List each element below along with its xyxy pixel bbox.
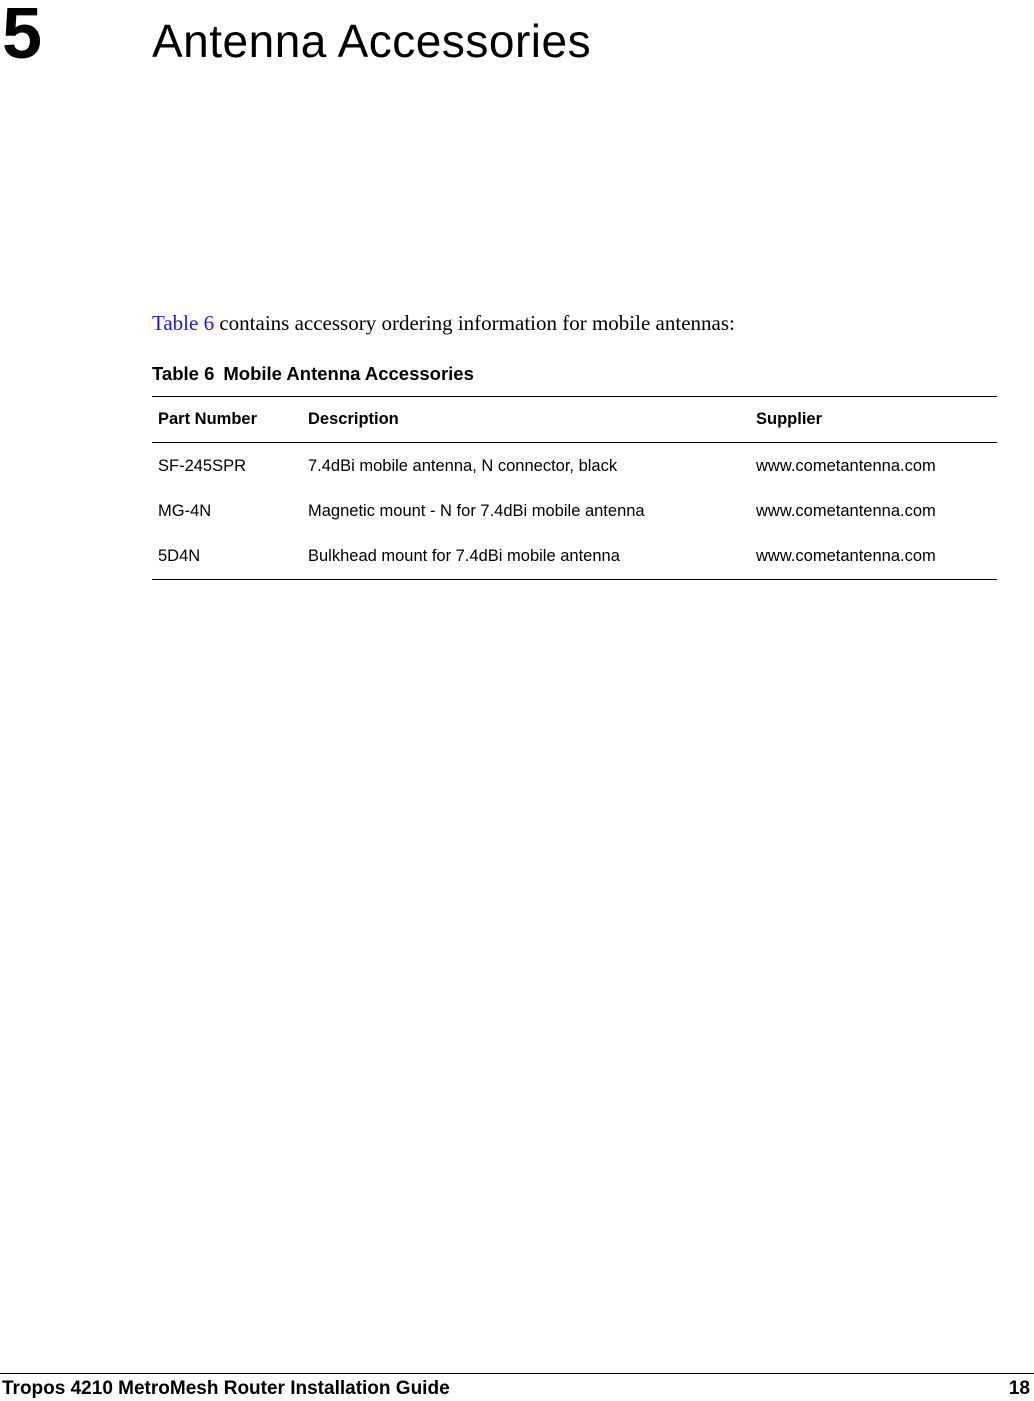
table-6-link[interactable]: Table 6 [152, 311, 215, 335]
footer-divider [0, 1373, 1034, 1374]
supplier-cell: www.cometantenna.com [756, 502, 936, 520]
supplier-cell: www.cometantenna.com [756, 547, 936, 565]
part-number-cell: SF-245SPR [158, 456, 247, 475]
table-header-row [152, 397, 997, 443]
chapter-title: Antenna Accessories [152, 15, 592, 67]
footer-page-number: 18 [1008, 1378, 1030, 1399]
table-row [152, 534, 997, 580]
supplier-cell: www.cometantenna.com [756, 456, 936, 475]
table-row [152, 489, 997, 534]
header-part-number: Part Number [158, 410, 258, 428]
description-cell: 7.4dBi mobile antenna, N connector, black [308, 456, 618, 475]
table-row [152, 443, 997, 490]
description-cell: Bulkhead mount for 7.4dBi mobile antenna [308, 547, 620, 565]
chapter-number: 5 [2, 0, 43, 74]
intro-paragraph [152, 309, 735, 337]
table-caption [152, 362, 474, 386]
footer-document-title: Tropos 4210 MetroMesh Router Installation Guide [2, 1378, 450, 1399]
table-caption-label: Table 6 [152, 363, 215, 384]
part-number-cell: MG-4N [158, 502, 212, 520]
part-number-cell: 5D4N [158, 547, 201, 565]
intro-text: contains accessory ordering information for mobile antennas: [214, 311, 735, 335]
header-description: Description [308, 410, 399, 428]
description-cell: Magnetic mount - N for 7.4dBi mobile antenna [308, 502, 645, 520]
header-supplier: Supplier [756, 410, 823, 428]
accessories-table [152, 396, 997, 580]
table-caption-title: Mobile Antenna Accessories [223, 363, 474, 384]
